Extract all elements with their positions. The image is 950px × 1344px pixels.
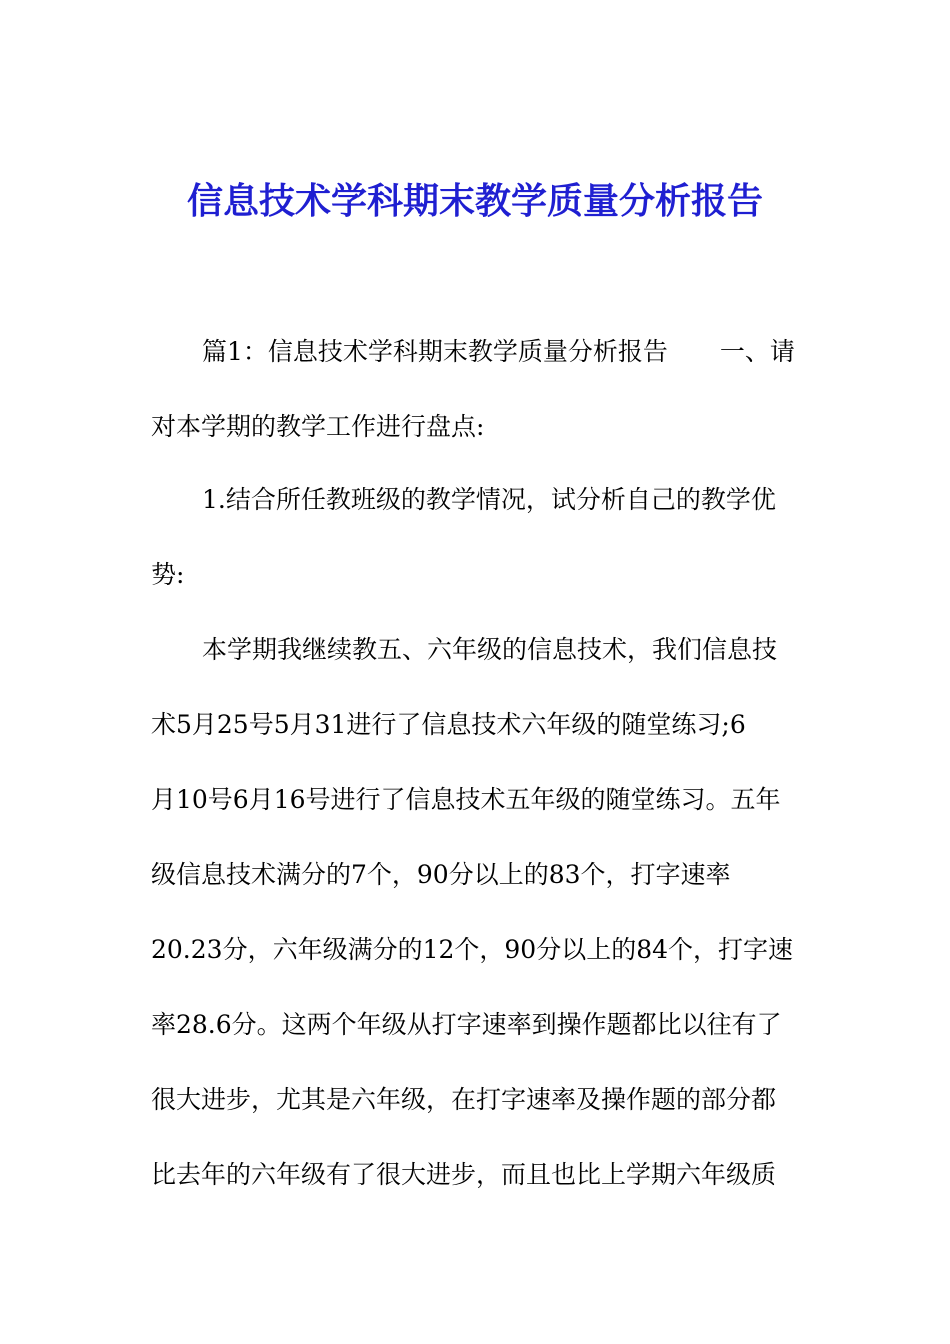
paragraph-line: 率28.6分。这两个年级从打字速率到操作题都比以往有了: [151, 1010, 782, 1039]
section-text: 一、请: [719, 337, 795, 366]
heading-text: 篇1：信息技术学科期末教学质量分析报告: [202, 337, 668, 366]
paragraph-line: 本学期我继续教五、六年级的信息技术，我们信息技: [202, 635, 778, 664]
paragraph-line: 比去年的六年级有了很大进步，而且也比上学期六年级质: [151, 1160, 777, 1189]
paragraph-line: 20.23分，六年级满分的12个，90分以上的84个，打字速: [151, 935, 794, 964]
paragraph-line: [202, 334, 795, 370]
paragraph-line: 术5月25号5月31进行了信息技术六年级的随堂练习;6: [151, 710, 746, 739]
paragraph-line: 很大进步，尤其是六年级，在打字速率及操作题的部分都: [151, 1085, 777, 1114]
document-title: 信息技术学科期末教学质量分析报告: [186, 181, 763, 222]
paragraph-line: 势:: [151, 560, 185, 589]
paragraph-line: 对本学期的教学工作进行盘点:: [151, 412, 485, 441]
paragraph-line: 1.结合所任教班级的教学情况，试分析自己的教学优: [202, 485, 776, 514]
paragraph-line: 月10号6月16号进行了信息技术五年级的随堂练习。五年: [151, 785, 781, 814]
paragraph-line: 级信息技术满分的7个，90分以上的83个，打字速率: [151, 860, 731, 889]
